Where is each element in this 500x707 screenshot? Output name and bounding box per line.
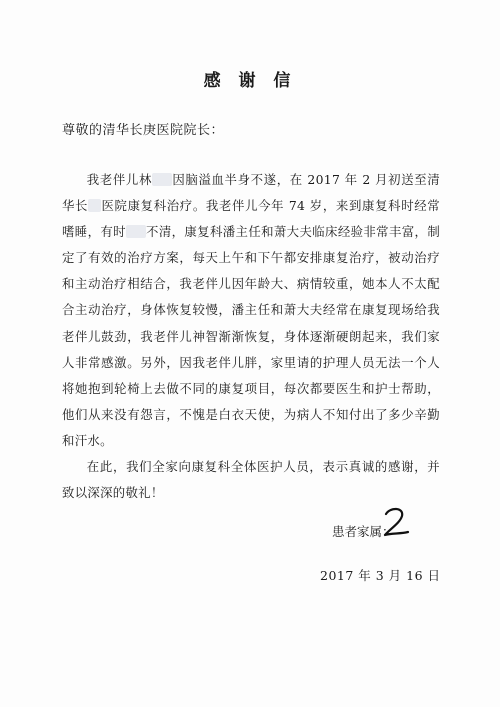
- letter-date: 2017 年 3 月 16 日: [320, 568, 441, 583]
- paragraph-1-part-d: 不清，康复科潘主任和萧大夫临床经验非常丰富，制定了有效的治疗方案，每天上午和下午都安排康复治疗，被动治疗和主动治疗相结合，我老伴儿因年龄大、病情较重，她本人不太配合主动治疗，身体恢复较慢，潘主任和萧大夫经常在康复现场给我老伴儿鼓劲，我老伴儿神智渐渐恢复，身体逐渐硬朗起来，我们家人非常感激。另外，因我老伴儿胖，家里请的护理人员无法一个人将她抱到轮椅上去做不同的康复项目，每次都要医生和护士帮助，他们从来没有怨言，不愧是白衣天使，为病人不知付出了多少辛勤和汗水。: [62, 224, 441, 448]
- letter-body: [62, 167, 440, 506]
- signer-label: 患者家属：: [332, 524, 395, 539]
- paragraph-2: 在此，我们全家向康复科全体医护人员，表示真诚的感谢，并致以深深的敬礼！: [62, 459, 440, 501]
- salutation: 尊敬的清华长庚医院院长：: [62, 123, 225, 138]
- letter-title: 感 谢 信: [203, 71, 297, 91]
- paragraph-1-part-c: 医院康复科治疗。我老伴儿今年 74 岁，来到康复科时经常嗜睡，有时: [62, 198, 440, 240]
- paragraph-1-part-b: 因脑溢血半身不遂，在 2017 年 2 月初送至清华长: [62, 172, 440, 214]
- paragraph-1-part-a: 我老伴儿林: [86, 172, 153, 187]
- paragraph-1: [62, 167, 440, 454]
- handwritten-signature: [380, 505, 412, 539]
- redacted-text: [126, 225, 146, 238]
- redacted-text: [88, 199, 101, 212]
- redacted-name: [152, 173, 172, 186]
